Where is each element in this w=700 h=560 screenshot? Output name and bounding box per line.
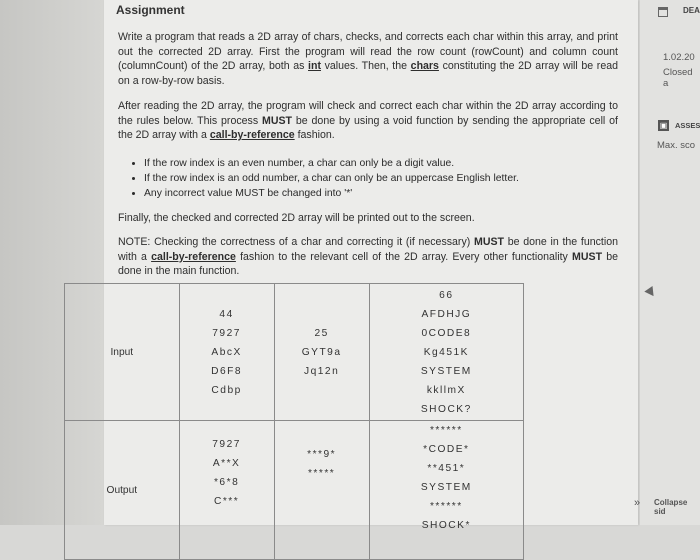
deadline-label: DEA	[683, 6, 700, 15]
assignment-title: Assignment	[116, 3, 185, 17]
output-row	[65, 421, 524, 560]
rule-item: • If the row index is an even number, a char can only be a digit value.	[144, 156, 614, 171]
rule-item: • Any incorrect value MUST be changed into '*'	[144, 186, 614, 201]
assessment-label[interactable]: ASSES	[675, 121, 700, 130]
deadline-date: 1.02.20	[663, 52, 695, 63]
description-paragraph-3: Finally, the checked and corrected 2D array will be printed out to the screen.	[118, 212, 475, 224]
calendar-icon	[658, 7, 668, 17]
output-case-2: ***9* *****	[274, 421, 369, 560]
status-text: Closed a	[663, 67, 693, 89]
max-score-label: Max. sco	[657, 140, 696, 151]
rules-list	[130, 156, 614, 201]
assessment-icon: ▣	[659, 121, 668, 130]
input-row	[65, 284, 524, 421]
rule-item: • If the row index is an odd number, a char can only be an uppercase English letter.	[144, 171, 614, 186]
input-case-1: 44 7927 AbcX D6F8 Cdbp	[179, 284, 274, 421]
chars-keyword: chars	[410, 60, 439, 73]
input-case-3: 66 AFDHJG 0CODE8 Kg451K SYSTEM kkllmX SHOCK?	[369, 284, 523, 421]
note-paragraph: NOTE: Checking the correctness of a char and correcting it (if necessary) MUST be done in the function with a call-by-reference fashion to the relevant cell of the 2D array. Every other functionality MUST be done in the main function.	[118, 236, 619, 278]
input-label: Input	[65, 284, 180, 421]
input-case-2: 25 GYT9a Jq12n	[274, 284, 369, 421]
description-paragraph-2: After reading the 2D array, the program will check and correct each char within the 2D array according to the rules below. This process MUST be done by using a void function by sending the appropriate cell of the 2D array with a call-by-reference fashion.	[118, 100, 618, 142]
output-case-3: ****** *CODE* **451* SYSTEM ****** SHOCK*	[369, 421, 523, 560]
output-label: Output	[65, 421, 180, 560]
double-chevron-right-icon[interactable]: »	[634, 497, 641, 509]
description-paragraph-1: Write a program that reads a 2D array of chars, checks, and corrects each char within this array, and print out the corrected 2D array. First the program will read the row count (rowCount) and column count (columnCount) of the 2D array, both as int values. Then, the chars constituting the 2D array will be read on a row-by-row basis.	[118, 31, 618, 87]
collapse-sidebar-button[interactable]: Collapse sid	[654, 498, 688, 516]
int-keyword: int	[308, 60, 321, 73]
example-io-table	[64, 283, 524, 560]
output-case-1: 7927 A**X *6*8 C***	[179, 421, 274, 560]
